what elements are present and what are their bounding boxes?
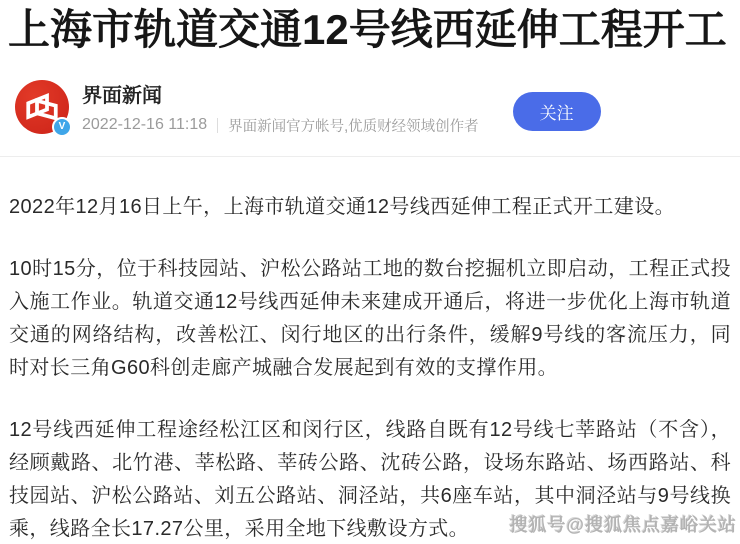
article-body — [9, 191, 731, 544]
sohu-watermark: 搜狐号@搜狐焦点嘉峪关站 — [509, 515, 737, 535]
publisher-avatar[interactable] — [15, 80, 69, 134]
article-paragraph-2: 10时15分，位于科技园站、沪松公路站工地的数台挖掘机立即启动，工程正式投入施工作业。轨道交通12号线西延伸未来建成开通后，将进一步优化上海市轨道交通的网络结构，改善松江、闵行地区的出行条件，缓解9号线的客流压力，同时对长三角G60科创走廊产城融合发展起到有效的支撑作用。 — [9, 258, 731, 379]
publish-timestamp: 2022-12-16 11:18 — [82, 116, 208, 133]
article-paragraph-3: 12号线西延伸工程途经松江区和闵行区，线路自既有12号线七莘路站（不含），经顾戴路、北竹港、莘松路、莘砖公路、沈砖公路，设场东路站、场西路站、科技园站、沪松公路站、刘五公路站、洞泾站，共6座车站，其中洞泾站与9号线换乘，线路全长17.27公里，采用全地下线敷设方式。 — [9, 419, 731, 540]
verified-badge-icon: V — [52, 117, 72, 137]
meta-divider — [217, 118, 218, 133]
publisher-info — [82, 79, 479, 136]
header-divider — [0, 156, 740, 157]
publisher-name[interactable]: 界面新闻 — [82, 84, 162, 107]
follow-button[interactable]: 关注 — [513, 92, 601, 131]
article-paragraph-1: 2022年12月16日上午，上海市轨道交通12号线西延伸工程正式开工建设。 — [9, 196, 676, 218]
article-title: 上海市轨道交通12号线西延伸工程开工 — [8, 6, 727, 53]
publisher-meta — [82, 115, 479, 136]
publisher-description: 界面新闻官方帐号,优质财经领域创作者 — [228, 118, 479, 135]
publisher-bar — [15, 79, 726, 135]
